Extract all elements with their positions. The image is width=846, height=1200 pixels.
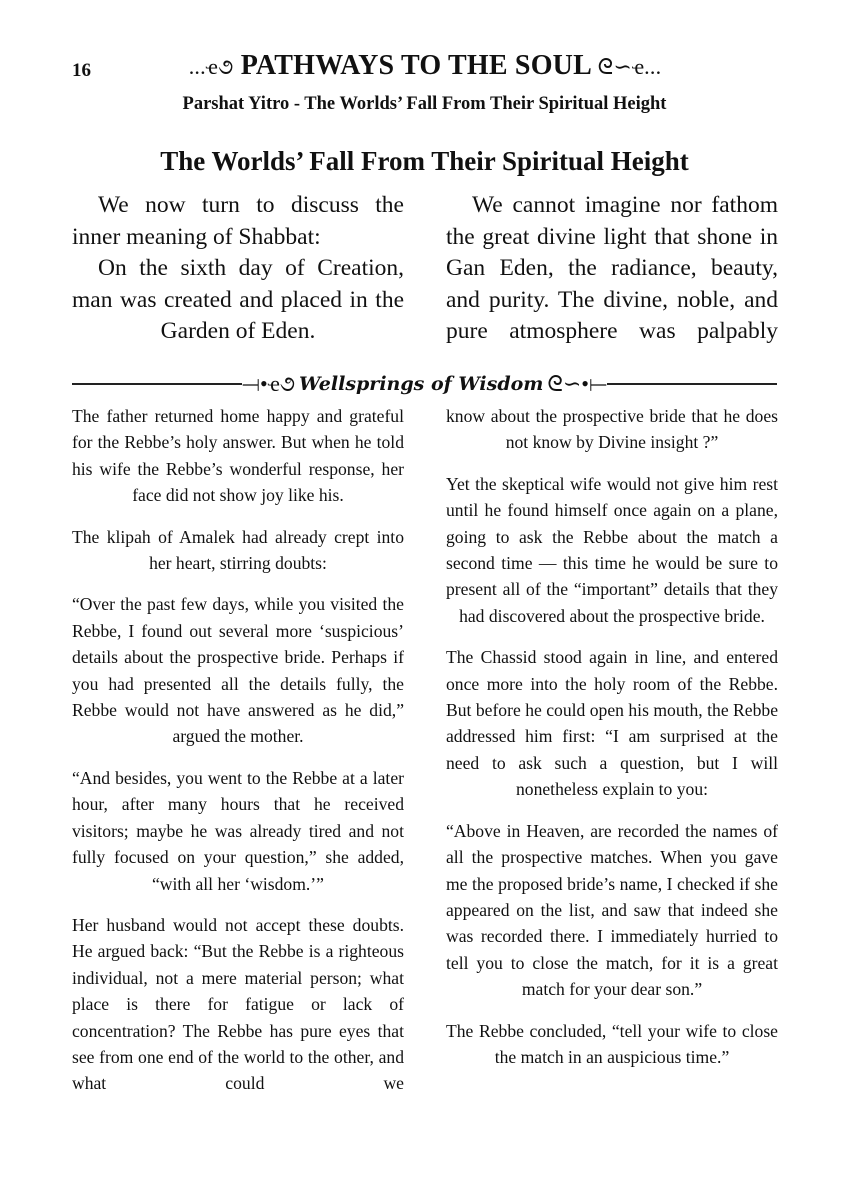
section-title: Wellsprings of Wisdom — [299, 373, 544, 395]
paragraph: Her husband would not accept these doubts. He argued back: “But the Rebbe is a righteous individual, not a mere material person; what place is there for fatigue or lack of concentration? The Rebbe has pure eyes that see from one end of the world to the other, and what could we — [72, 914, 404, 1094]
divider-line — [607, 383, 777, 385]
ornament-right-icon: ᘓ∽•⟝ — [547, 371, 608, 396]
paragraph: “And besides, you went to the Rebbe at a later hour, after many hours that he received visitors; maybe he was already tired and not fully focused on your question,” she added, “with all her ‘wisdom.’” — [72, 767, 404, 894]
story-column-left — [72, 403, 404, 1112]
section-divider — [72, 372, 777, 396]
paragraph: We cannot imagine nor fathom the great divine light that shone in Gan Eden, the radiance, beauty, and purity. The divine, noble, and pure atmosphere was palpably — [446, 192, 778, 344]
divider-line — [72, 383, 242, 385]
story-column-right — [446, 403, 778, 1085]
paragraph: The father returned home happy and grateful for the Rebbe’s holy answer. But when he told his wife the Rebbe’s wonderful response, her face did not show joy like his. — [72, 406, 404, 506]
paragraph: know about the prospective bride that he does not know by Divine insight ?” — [446, 406, 778, 453]
paragraph: Yet the skeptical wife would not give him rest until he found himself once again on a plane, going to ask the Rebbe about the match a second time — this time he would be sure to present all of the “important” details that they had discovered about the prospective bride. — [446, 473, 778, 626]
article-title: The Worlds’ Fall From Their Spiritual Height — [160, 146, 689, 176]
article-column-right — [446, 190, 778, 348]
paragraph: “Over the past few days, while you visited the Rebbe, I found out several more ‘suspicious’ details about the prospective bride. Perhaps if you had presented all the details fully, the Rebbe would not have answered as he did,” argued the mother. — [72, 594, 404, 747]
paragraph: On the sixth day of Creation, man was created and placed in the Garden of Eden. — [72, 255, 404, 344]
paragraph: The Rebbe concluded, “tell your wife to close the match in an auspicious time.” — [446, 1020, 778, 1067]
article-column-left — [72, 190, 404, 348]
paragraph: The klipah of Amalek had already crept into her heart, stirring doubts: — [72, 526, 404, 574]
chapter-subtitle: Parshat Yitro - The Worlds’ Fall From Their Spiritual Height — [182, 94, 667, 114]
running-title-text: PATHWAYS TO THE SOUL — [240, 50, 591, 81]
ornament-left-icon: ⟞•ҽ૭ — [241, 371, 296, 396]
ornament-right-icon: ᘓ∽ҽ... — [597, 54, 662, 79]
paragraph: We now turn to discuss the inner meaning of Shabbat: — [72, 192, 404, 250]
paragraph: The Chassid stood again in line, and entered once more into the holy room of the Rebbe. But before he could open his mouth, the Rebbe addressed him first: “I am surprised at the need to ask such a question, but I will nonetheless explain to you: — [446, 647, 778, 800]
running-title — [130, 50, 720, 82]
page-number: 16 — [72, 60, 91, 81]
paragraph: “Above in Heaven, are recorded the names of all the prospective matches. When you gave me the proposed bride’s name, I checked if she appeared on the list, and saw that indeed she was recorded there. I immediately hurried to tell you to close the match, for it is a great match for your dear son.” — [446, 820, 778, 1000]
ornament-left-icon: ...ҽ૭ — [188, 54, 234, 79]
